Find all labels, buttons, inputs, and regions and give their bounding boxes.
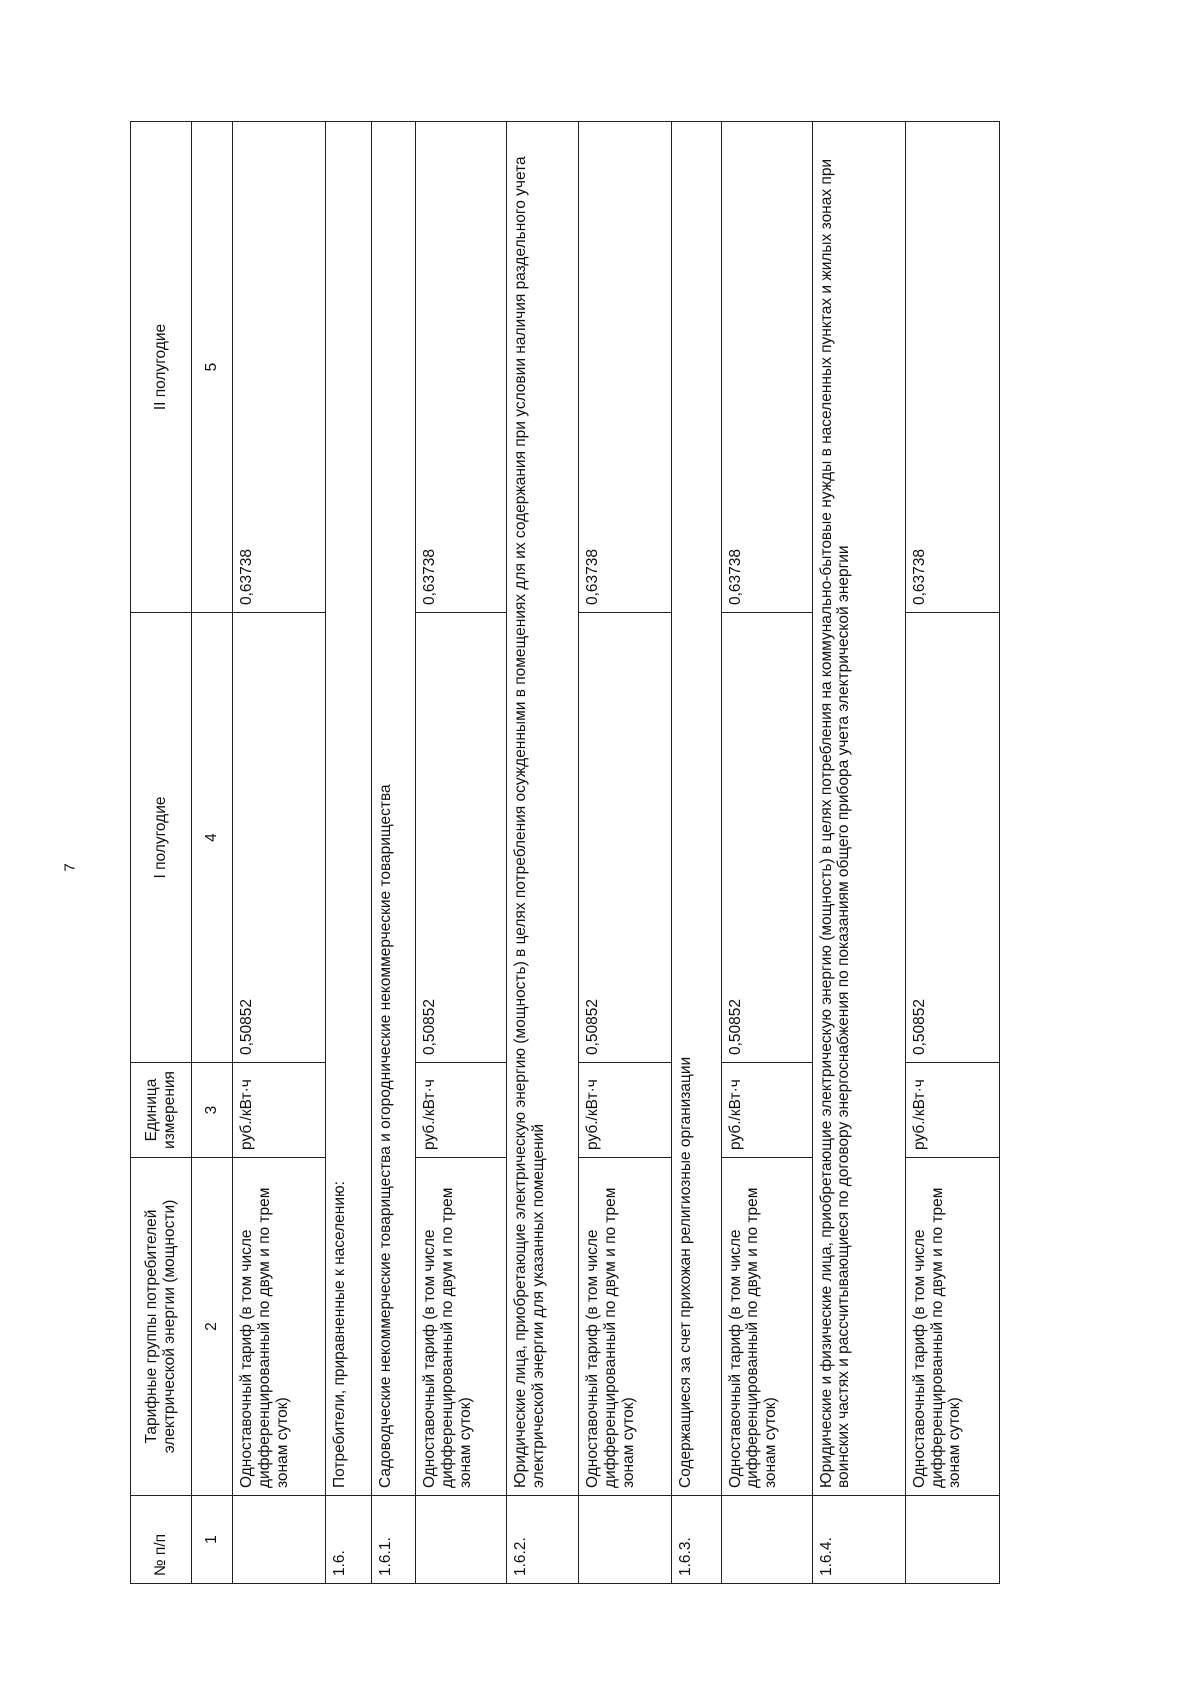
table-row	[579, 122, 672, 1584]
column-number: 3	[192, 1063, 233, 1158]
section-number: 1.6.1.	[372, 1496, 416, 1584]
row-description: Одноставочный тариф (в том числе дифференцированный по двум и по трем зонам суток)	[233, 1158, 326, 1496]
section-row	[672, 122, 721, 1584]
row-unit: руб./кВт·ч	[579, 1063, 672, 1158]
row-unit: руб./кВт·ч	[233, 1063, 326, 1158]
header-first-half: I полугодие	[131, 613, 192, 1063]
section-row	[506, 122, 578, 1584]
column-number: 1	[192, 1496, 233, 1584]
page-number-text: 7	[61, 862, 79, 872]
row-second-half-value: 0,63738	[579, 122, 672, 613]
row-second-half-value: 0,63738	[905, 122, 999, 613]
row-number	[579, 1496, 672, 1584]
row-first-half-value: 0,50852	[415, 613, 506, 1063]
header-unit: Единица измерения	[131, 1063, 192, 1158]
row-number	[905, 1496, 999, 1584]
row-second-half-value: 0,63738	[415, 122, 506, 613]
row-description: Одноставочный тариф (в том числе дифференцированный по двум и по трем зонам суток)	[721, 1158, 812, 1496]
section-title: Садоводческие некоммерческие товарищества и огороднические некоммерческие товарищества	[372, 122, 416, 1496]
table-header-row	[131, 122, 192, 1584]
tariff-table-container	[130, 122, 1000, 1584]
section-row	[812, 122, 905, 1584]
row-first-half-value: 0,50852	[579, 613, 672, 1063]
column-number: 2	[192, 1158, 233, 1496]
row-number	[415, 1496, 506, 1584]
row-description: Одноставочный тариф (в том числе дифференцированный по двум и по трем зонам суток)	[579, 1158, 672, 1496]
section-title: Содержащиеся за счет прихожан религиозные организации	[672, 122, 721, 1496]
tariff-table	[130, 121, 1000, 1584]
table-row	[233, 122, 326, 1584]
page-number	[60, 852, 80, 882]
column-number: 5	[192, 122, 233, 613]
table-row	[721, 122, 812, 1584]
header-number: № п/п	[131, 1496, 192, 1584]
column-numbers-row	[192, 122, 233, 1584]
row-second-half-value: 0,63738	[233, 122, 326, 613]
section-title: Потребители, приравненные к населению:	[326, 122, 372, 1496]
section-number: 1.6.3.	[672, 1496, 721, 1584]
row-description: Одноставочный тариф (в том числе дифференцированный по двум и по трем зонам суток)	[415, 1158, 506, 1496]
table-row	[415, 122, 506, 1584]
row-unit: руб./кВт·ч	[905, 1063, 999, 1158]
row-first-half-value: 0,50852	[905, 613, 999, 1063]
row-first-half-value: 0,50852	[233, 613, 326, 1063]
row-unit: руб./кВт·ч	[415, 1063, 506, 1158]
header-second-half: II полугодие	[131, 122, 192, 613]
section-title: Юридические и физические лица, приобретающие электрическую энергию (мощность) в целях потребления на коммунально-бытовые нужды в населенных пунктах и жилых зонах при воинских частях и рассчитывающиеся по договору энергоснабжения по показаниям общего прибора учета электрической энергии	[812, 122, 905, 1496]
header-consumer-group: Тарифные группы потребителей электрической энергии (мощности)	[131, 1158, 192, 1496]
rotated-table-layer	[130, 122, 1000, 1584]
column-number: 4	[192, 613, 233, 1063]
table-row	[905, 122, 999, 1584]
section-title: Юридические лица, приобретающие электрическую энергию (мощность) в целях потребления осужденными в помещениях для их содержания при условии наличия раздельного учета электрической энергии для указанных помещений	[506, 122, 578, 1496]
row-unit: руб./кВт·ч	[721, 1063, 812, 1158]
section-number: 1.6.4.	[812, 1496, 905, 1584]
section-row	[326, 122, 372, 1584]
section-number: 1.6.2.	[506, 1496, 578, 1584]
section-row	[372, 122, 416, 1584]
row-description: Одноставочный тариф (в том числе дифференцированный по двум и по трем зонам суток)	[905, 1158, 999, 1496]
row-number	[721, 1496, 812, 1584]
row-first-half-value: 0,50852	[721, 613, 812, 1063]
row-second-half-value: 0,63738	[721, 122, 812, 613]
section-number: 1.6.	[326, 1496, 372, 1584]
row-number	[233, 1496, 326, 1584]
